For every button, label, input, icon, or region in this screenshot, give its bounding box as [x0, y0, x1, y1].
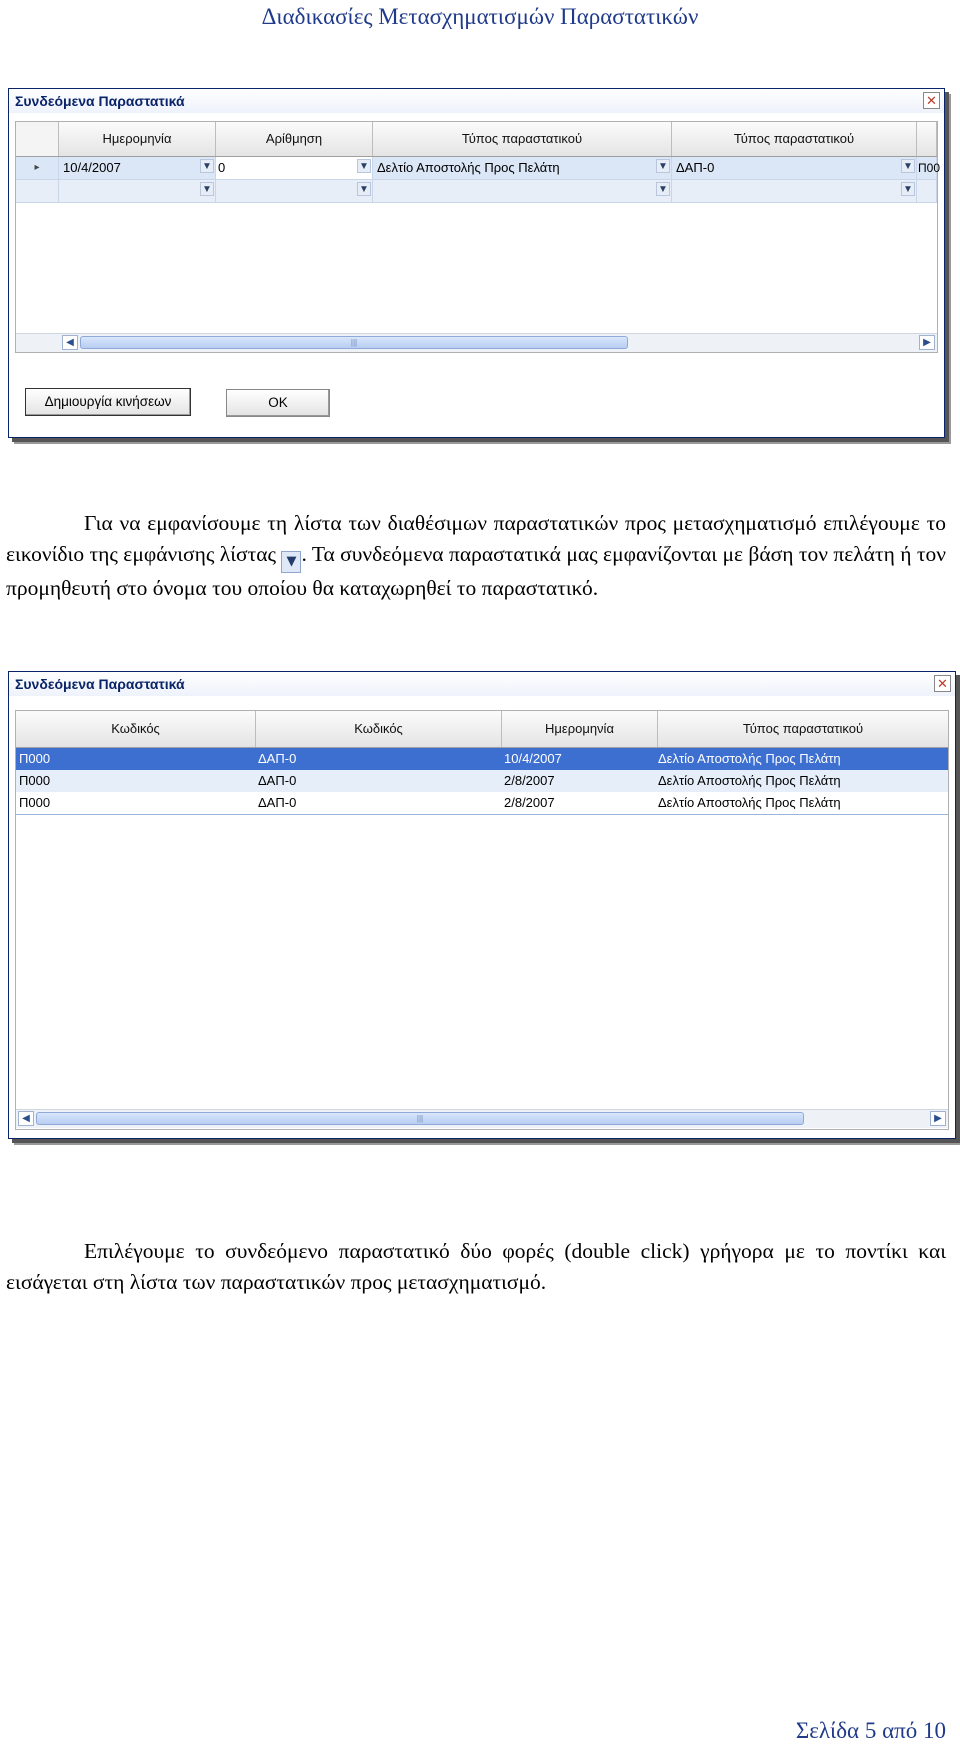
doc-type-value: Δελτίο Αποστολής Προς Πελάτη [377, 160, 560, 175]
scroll-thumb[interactable]: ||| [80, 336, 628, 349]
column-header[interactable]: Τύπος παραστατικού [672, 122, 917, 156]
paragraph-1-text-cont: . Τα συνδεόμενα παραστατικά μας εμφανίζονται με βάση τον πελάτη ή τον προμηθευτή στο όνομα του οποίου θα καταχωρηθεί το παραστατικό. [6, 542, 946, 600]
doc-type-cell[interactable] [373, 157, 672, 179]
date-cell: 2/8/2007 [504, 795, 555, 810]
empty-cell[interactable] [216, 180, 373, 202]
table-row[interactable] [16, 748, 948, 770]
close-icon[interactable]: ✕ [923, 92, 940, 109]
grid-header [16, 122, 937, 157]
code-cell: Π000 [19, 751, 51, 766]
chevron-down-icon[interactable]: ▼ [200, 182, 214, 196]
grid-header [16, 711, 948, 748]
dialog-title: Συνδεόμενα Παραστατικά [15, 93, 185, 109]
column-header[interactable]: Ημερομηνία [59, 122, 216, 156]
scroll-right-icon[interactable]: ▶ [919, 335, 935, 350]
table-row[interactable] [16, 770, 948, 792]
chevron-down-icon[interactable]: ▼ [901, 182, 915, 196]
empty-cell[interactable] [373, 180, 672, 202]
chevron-down-icon[interactable]: ▼ [656, 182, 670, 196]
create-movements-button[interactable]: Δημιουργία κινήσεων [25, 388, 191, 416]
date-cell: 2/8/2007 [504, 773, 555, 788]
row-selector [16, 180, 59, 202]
column-header-extra [917, 122, 937, 156]
documents-grid [15, 121, 941, 353]
code2-cell: ΔΑΠ-0 [258, 795, 297, 810]
column-header[interactable]: Κωδικός [256, 711, 502, 747]
doc-type-cell: Δελτίο Αποστολής Προς Πελάτη [658, 795, 841, 810]
paragraph-2 [6, 1236, 946, 1298]
close-icon[interactable]: ✕ [934, 675, 951, 692]
extra-cell[interactable]: Π00 [917, 157, 937, 179]
chevron-down-icon[interactable]: ▼ [357, 182, 371, 196]
date-value: 10/4/2007 [63, 160, 121, 175]
horizontal-scrollbar[interactable] [16, 333, 937, 352]
scroll-left-icon[interactable]: ◀ [62, 335, 78, 350]
chevron-down-icon[interactable]: ▼ [901, 159, 915, 173]
dialog-titlebar [9, 672, 955, 696]
ok-button[interactable]: OK [226, 389, 330, 417]
column-header[interactable]: Τύπος παραστατικού [373, 122, 672, 156]
paragraph-2-text: Επιλέγουμε το συνδεόμενο παραστατικό δύο φορές (double click) γρήγορα με το ποντίκι και εισάγεται στη λίστα των παραστατικών προς μετασχηματισμό. [6, 1239, 946, 1294]
linked-documents-dialog-2 [8, 671, 956, 1139]
date-cell: 10/4/2007 [504, 751, 562, 766]
number-cell[interactable] [216, 157, 373, 179]
doc-type-cell: Δελτίο Αποστολής Προς Πελάτη [658, 773, 841, 788]
table-row-empty[interactable] [16, 180, 937, 203]
code-cell: Π000 [19, 773, 51, 788]
linked-documents-dialog-1 [8, 88, 945, 438]
documents-list [15, 710, 949, 1130]
code-cell: Π000 [19, 795, 51, 810]
date-cell[interactable] [59, 157, 216, 179]
scroll-right-icon[interactable]: ▶ [930, 1111, 946, 1126]
chevron-down-icon[interactable]: ▼ [200, 159, 214, 173]
doc-type2-value: ΔΑΠ-0 [676, 160, 715, 175]
horizontal-scrollbar[interactable] [16, 1109, 948, 1128]
chevron-down-icon[interactable]: ▼ [357, 159, 371, 173]
code2-cell: ΔΑΠ-0 [258, 773, 297, 788]
doc-type2-cell[interactable] [672, 157, 917, 179]
list-dropdown-icon: ▼ [281, 551, 301, 573]
chevron-down-icon[interactable]: ▼ [656, 159, 670, 173]
scroll-thumb[interactable]: ||| [36, 1112, 804, 1125]
paragraph-1-text: Για να εμφανίσουμε τη λίστα των διαθέσιμων παραστατικών προς μετασχηματισμό επιλέγουμε το εικονίδιο της εμφάνισης λίστας [6, 511, 946, 566]
doc-type-cell: Δελτίο Αποστολής Προς Πελάτη [658, 751, 841, 766]
row-pointer-icon: ▸ [16, 157, 59, 179]
paragraph-1 [6, 508, 946, 604]
table-row[interactable] [16, 157, 941, 180]
column-header[interactable]: Ημερομηνία [502, 711, 658, 747]
code2-cell: ΔΑΠ-0 [258, 751, 297, 766]
table-row[interactable] [16, 792, 948, 815]
column-header[interactable]: Τύπος παραστατικού [742, 721, 864, 736]
dialog-title: Συνδεόμενα Παραστατικά [15, 676, 185, 692]
column-header[interactable]: Αρίθμηση [216, 122, 373, 156]
page-header: Διαδικασίες Μετασχηματισμών Παραστατικών [261, 4, 699, 29]
row-selector-header [16, 122, 59, 156]
empty-cell[interactable] [917, 180, 937, 202]
page-number: Σελίδα 5 από 10 [795, 1718, 946, 1743]
number-value: 0 [218, 160, 226, 175]
dialog-titlebar [9, 89, 944, 113]
empty-cell[interactable] [672, 180, 917, 202]
column-header[interactable]: Κωδικός [16, 711, 256, 747]
scroll-left-icon[interactable]: ◀ [18, 1111, 34, 1126]
empty-cell[interactable] [59, 180, 216, 202]
